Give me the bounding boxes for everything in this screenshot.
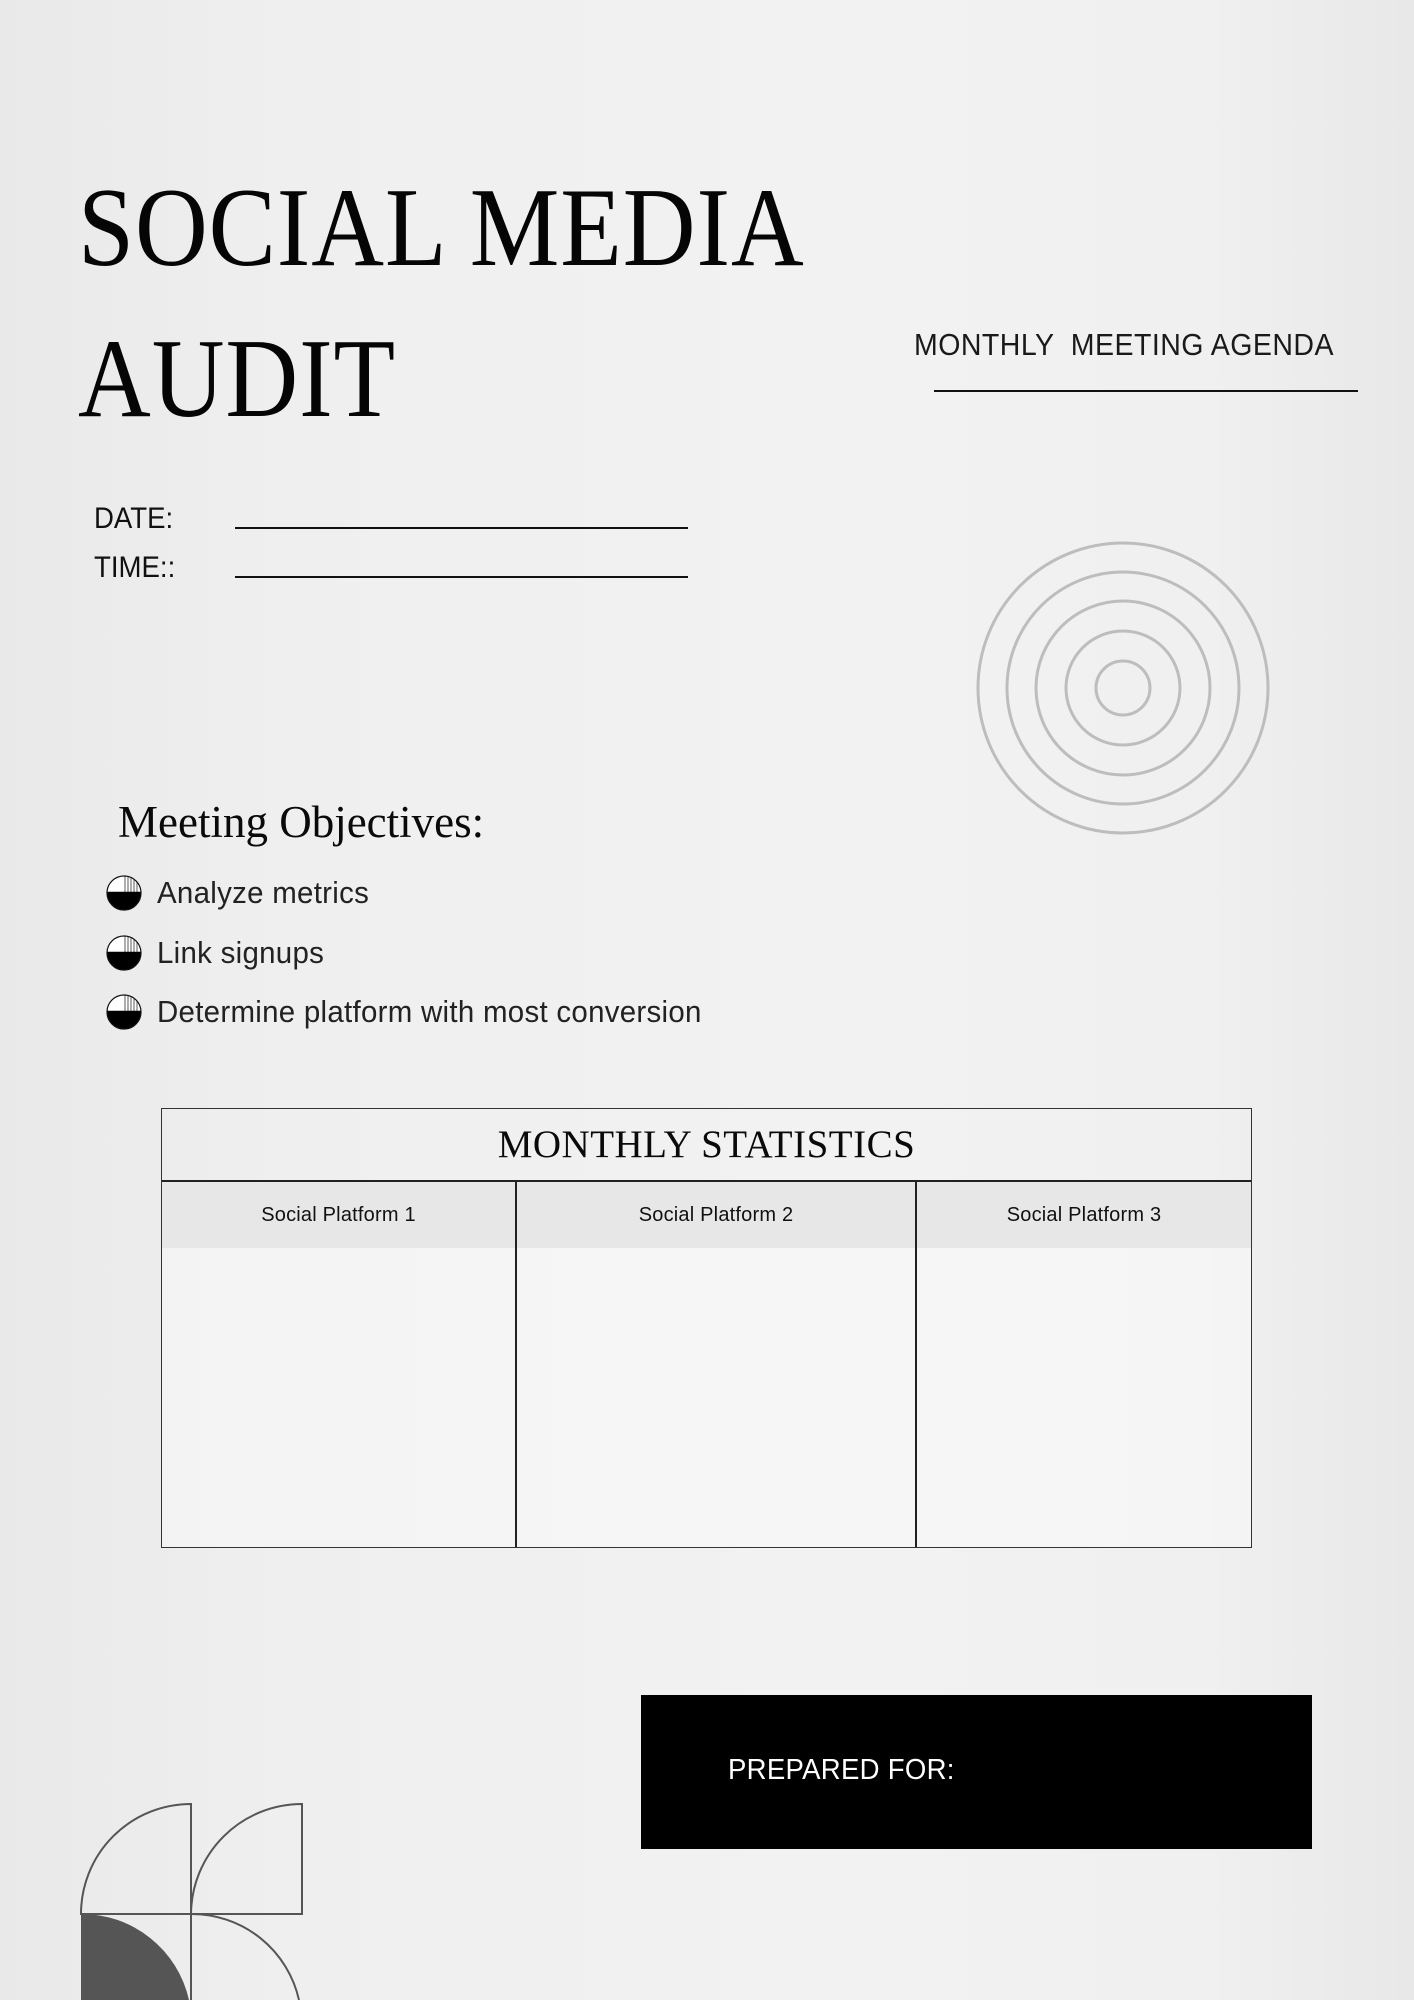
document-title-line-1: SOCIAL MEDIA [78, 166, 805, 290]
objective-item [106, 933, 333, 973]
objective-item [106, 873, 380, 913]
half-filled-circle-icon [106, 994, 142, 1030]
date-field-line[interactable] [235, 527, 688, 529]
date-label: DATE: [94, 502, 174, 535]
concentric-circles-icon [976, 541, 1270, 835]
platform-3-stats-cell[interactable] [917, 1248, 1251, 1547]
half-filled-circle-icon [106, 875, 142, 911]
prepared-for-box [641, 1695, 1312, 1849]
column-header: Social Platform 2 [517, 1182, 915, 1248]
objective-text: Determine platform with most conversion [157, 994, 702, 1029]
document-title-line-2: AUDIT [78, 317, 397, 441]
column-header: Social Platform 1 [162, 1182, 515, 1248]
platform-2-stats-cell[interactable] [517, 1248, 915, 1547]
half-filled-circle-icon [106, 935, 142, 971]
time-field-line[interactable] [235, 576, 688, 578]
quarter-circle-pattern-icon [80, 1803, 304, 2000]
platform-column-3 [915, 1182, 1251, 1547]
subtitle-monthly-meeting-agenda: MONTHLY MEETING AGENDA [914, 327, 1334, 362]
platform-column-1 [162, 1182, 515, 1547]
monthly-statistics-title: MONTHLY STATISTICS [162, 1109, 1251, 1182]
subtitle-underline-divider [934, 390, 1358, 392]
objective-text: Analyze metrics [157, 875, 370, 910]
column-header: Social Platform 3 [917, 1182, 1251, 1248]
meeting-objectives-heading: Meeting Objectives: [118, 797, 485, 847]
monthly-statistics-table [161, 1108, 1252, 1548]
objective-item [106, 992, 730, 1032]
time-label: TIME:: [94, 551, 176, 584]
platform-column-2 [515, 1182, 915, 1547]
platform-1-stats-cell[interactable] [162, 1248, 515, 1547]
prepared-for-label: PREPARED FOR: [728, 1754, 955, 1786]
objective-text: Link signups [157, 935, 325, 970]
